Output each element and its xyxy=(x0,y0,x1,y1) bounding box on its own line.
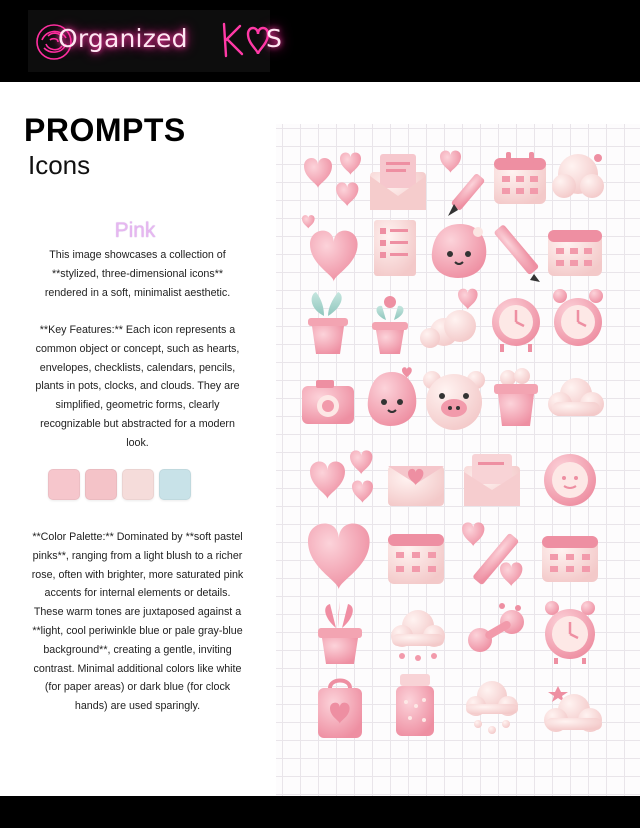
page-subtitle: Icons xyxy=(28,150,91,180)
dumbbell-icon xyxy=(468,603,524,652)
heart-icon xyxy=(302,215,358,282)
envelope-icon xyxy=(388,466,444,506)
cloud-icon xyxy=(552,154,604,198)
rain-cloud-icon xyxy=(466,681,518,734)
envelope-icon xyxy=(370,154,426,210)
cloud-icon xyxy=(548,378,604,416)
calendar-icon xyxy=(494,152,546,204)
footer-bar xyxy=(0,796,640,828)
alarm-clock-icon xyxy=(553,289,603,346)
logo-text: Organized xyxy=(58,24,188,53)
alarm-clock-icon xyxy=(492,298,540,352)
cup-icon xyxy=(494,368,538,426)
calendar-icon xyxy=(548,230,602,276)
potted-plant-icon xyxy=(308,292,348,354)
logo[interactable] xyxy=(28,10,282,72)
color-swatch[interactable] xyxy=(159,469,191,500)
potted-plant-icon xyxy=(372,296,408,354)
bottle-icon xyxy=(396,674,434,736)
camera-icon xyxy=(302,380,354,424)
description-paragraph: This image showcases a collection of **stylized, three-dimensional icons** rendered in a soft, minimalist aesthetic. xyxy=(44,249,231,299)
header-bar xyxy=(0,0,640,82)
color-swatch[interactable] xyxy=(122,469,154,500)
pencil-icon xyxy=(462,522,522,586)
key-features-paragraph: **Key Features:** Each icon represents a common object or concept, such as hearts, envelopes, checklists, calendars, pencils, plants in pots, clocks, and clouds. They are simplified, geometric forms, clearly recognizable but abstracted for a modern look. xyxy=(35,324,240,449)
color-swatch[interactable] xyxy=(48,469,80,500)
page-title: PROMPTS xyxy=(24,112,186,148)
heart-icon xyxy=(308,524,370,590)
hearts-icon xyxy=(304,152,361,206)
icon-grid xyxy=(276,124,640,796)
color-swatch[interactable] xyxy=(85,469,117,500)
clock-icon xyxy=(544,454,596,506)
hearts-icon xyxy=(310,450,373,503)
blob-face-icon xyxy=(432,224,487,278)
logo-suffix: S xyxy=(266,24,282,53)
cloud-icon xyxy=(544,686,602,732)
color-swatches xyxy=(48,469,191,500)
icon-sheet xyxy=(276,124,640,796)
blob-face-icon xyxy=(368,367,417,426)
heart-pencil-icon xyxy=(440,150,485,216)
calendar-icon xyxy=(388,534,444,584)
color-palette-paragraph: **Color Palette:** Dominated by **soft pastel pinks**, ranging from a light blush to a richer rose, often with brighter, more saturated pink accents for internal elements or details. These warm tones are juxtaposed against a **light, cool periwinkle blue or pale gray-blue background**, creating a gentle, inviting contrast. Minimal additional colors like white (for paper areas) or dark blue (for clock hands) are used sparingly. xyxy=(31,531,244,713)
bear-face-icon xyxy=(423,371,485,430)
calendar-icon xyxy=(542,536,598,582)
color-name: Pink xyxy=(114,219,156,242)
rain-cloud-icon xyxy=(391,610,445,661)
alarm-clock-icon xyxy=(545,601,595,664)
bag-icon xyxy=(318,681,362,739)
cloud-icon xyxy=(420,289,478,348)
envelope-icon xyxy=(464,454,520,506)
potted-plant-icon xyxy=(318,598,362,664)
checklist-icon xyxy=(374,220,416,276)
pencil-icon xyxy=(493,224,540,282)
